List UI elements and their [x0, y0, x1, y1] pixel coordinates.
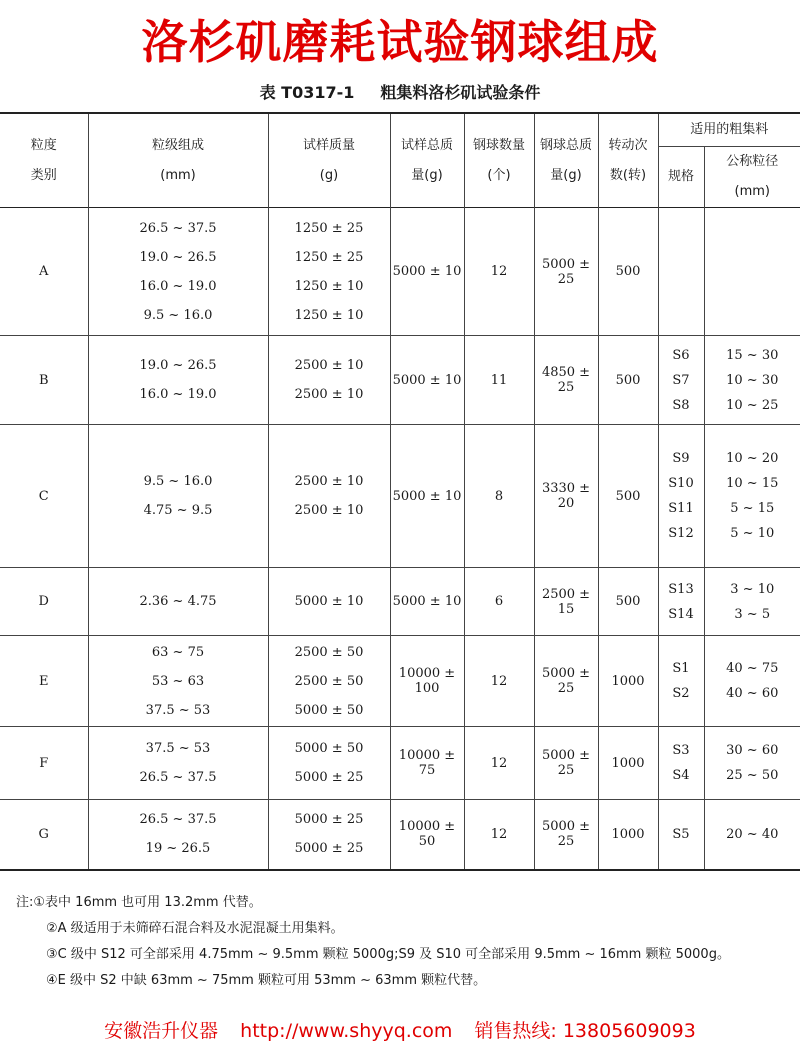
revolutions-cell: 500 [598, 208, 658, 336]
ball-count-cell: 12 [464, 800, 534, 870]
spec-cell-line: S3 [672, 743, 690, 758]
size-composition-cell [88, 336, 268, 425]
revolutions-cell: 500 [598, 568, 658, 636]
size-composition-cell-line: 37.5 ~ 53 [145, 741, 211, 756]
grade-cell: B [0, 336, 88, 425]
spec-cell [658, 568, 704, 636]
sample-mass-cell-line: 2500 ± 10 [294, 387, 364, 402]
footer-hotline: 销售热线: 13805609093 [474, 1020, 696, 1042]
sample-mass-cell-line: 5000 ± 10 [294, 594, 364, 609]
header-line: 试样总质 [400, 137, 453, 153]
grade-cell: C [0, 425, 88, 568]
table-row [0, 636, 800, 727]
spec-cell-list [659, 656, 704, 706]
footer-company: 安徽浩升仪器 [104, 1020, 219, 1042]
sample-mass-cell [268, 425, 390, 568]
spec-cell [658, 727, 704, 800]
nominal-size-cell-list [705, 822, 800, 847]
nominal-size-cell-line: 25 ~ 50 [726, 768, 779, 783]
size-composition-cell [88, 208, 268, 336]
sample-mass-cell [268, 208, 390, 336]
size-composition-cell-list [89, 214, 268, 330]
nominal-size-cell-list [705, 343, 800, 418]
header-line: 钢球数量 [472, 137, 525, 153]
grade-cell: F [0, 727, 88, 800]
header-line: (mm) [160, 167, 196, 183]
sample-mass-cell [268, 800, 390, 870]
header-line: 量(g) [411, 167, 443, 183]
table-row [0, 425, 800, 568]
sample-mass-cell-line: 2500 ± 50 [294, 673, 364, 689]
spec-cell-line: S14 [668, 606, 694, 622]
header-ball-count [464, 113, 534, 208]
total-sample-mass-cell: 5000 ± 10 [390, 336, 464, 425]
sample-mass-cell-line: 5000 ± 25 [294, 770, 364, 785]
revolutions-cell: 1000 [598, 800, 658, 870]
total-sample-mass-cell: 5000 ± 10 [390, 208, 464, 336]
size-composition-cell-line: 2.36 ~ 4.75 [139, 594, 217, 609]
note-item: ④E 级中 S2 中缺 63mm ~ 75mm 颗粒可用 53mm ~ 63mm 颗粒代替。 [46, 973, 487, 988]
size-composition-cell-line: 4.75 ~ 9.5 [143, 503, 213, 518]
size-composition-cell-list [89, 734, 268, 792]
nominal-size-cell-line: 15 ~ 30 [726, 347, 779, 363]
size-composition-cell [88, 568, 268, 636]
nominal-size-cell [704, 800, 800, 870]
nominal-size-cell-line: 10 ~ 30 [726, 372, 779, 388]
size-composition-cell-list [89, 351, 268, 409]
spec-cell-line: S6 [672, 347, 690, 363]
nominal-size-cell-line: 40 ~ 75 [726, 661, 779, 676]
header-line: 钢球总质 [539, 137, 592, 153]
grade-cell: A [0, 208, 88, 336]
grade-cell: E [0, 636, 88, 727]
total-sample-mass-cell: 5000 ± 10 [390, 568, 464, 636]
header-line: (g) [319, 167, 339, 183]
table-caption [0, 80, 800, 103]
nominal-size-cell-list [705, 738, 800, 788]
spec-cell [658, 425, 704, 568]
nominal-size-cell-line: 5 ~ 15 [730, 501, 775, 516]
size-composition-cell [88, 636, 268, 727]
nominal-size-cell [704, 568, 800, 636]
total-sample-mass-cell: 5000 ± 10 [390, 425, 464, 568]
nominal-size-cell-line: 10 ~ 20 [726, 451, 779, 466]
nominal-size-cell-line: 40 ~ 60 [726, 686, 779, 701]
sample-mass-cell-list [269, 805, 390, 863]
table-number: 表 T0317-1 [259, 83, 355, 102]
size-composition-cell-line: 9.5 ~ 16.0 [143, 307, 213, 323]
spec-cell-line: S2 [672, 686, 690, 701]
ball-total-mass-cell: 2500 ± 15 [534, 568, 598, 636]
header-grade-class [0, 113, 88, 208]
revolutions-cell: 500 [598, 425, 658, 568]
table-name: 粗集料洛杉矶试验条件 [380, 83, 541, 102]
size-composition-cell [88, 425, 268, 568]
spec-cell-line: S13 [668, 581, 694, 597]
nominal-size-cell [704, 425, 800, 568]
notes-block [16, 890, 796, 994]
size-composition-cell-line: 19.0 ~ 26.5 [139, 249, 217, 265]
table-body [0, 208, 800, 870]
header-spec [658, 147, 704, 208]
header-line: 规格 [667, 169, 694, 184]
nominal-size-cell-list [705, 446, 800, 546]
sample-mass-cell [268, 336, 390, 425]
spec-cell-line: S7 [672, 372, 690, 388]
ball-total-mass-cell: 5000 ± 25 [534, 208, 598, 336]
note-item: ②A 级适用于未筛碎石混合料及水泥混凝土用集料。 [46, 921, 344, 936]
size-composition-cell-line: 53 ~ 63 [151, 673, 205, 689]
header-revolutions [598, 113, 658, 208]
ball-total-mass-cell: 4850 ± 25 [534, 336, 598, 425]
ball-count-cell: 8 [464, 425, 534, 568]
ball-count-cell: 12 [464, 208, 534, 336]
nominal-size-cell [704, 636, 800, 727]
size-composition-cell-line: 26.5 ~ 37.5 [139, 770, 217, 785]
size-composition-cell-line: 16.0 ~ 19.0 [139, 278, 217, 294]
nominal-size-cell-list [705, 577, 800, 627]
header-total-sample-mass [390, 113, 464, 208]
spec-cell-list [659, 446, 704, 546]
revolutions-cell: 1000 [598, 727, 658, 800]
grade-cell: G [0, 800, 88, 870]
header-line: (个) [487, 167, 511, 183]
size-composition-cell-list [89, 638, 268, 725]
note-item: ③C 级中 S12 可全部采用 4.75mm ~ 9.5mm 颗粒 5000g;S9 及 S10 可全部采用 9.5mm ~ 16mm 颗粒 5000g。 [46, 947, 730, 962]
size-composition-cell [88, 800, 268, 870]
sample-mass-cell-list [269, 638, 390, 725]
spec-cell [658, 336, 704, 425]
spec-cell-line: S8 [672, 397, 690, 413]
size-composition-cell-list [89, 805, 268, 863]
table-row [0, 800, 800, 870]
spec-cell-line: S9 [672, 451, 690, 466]
total-sample-mass-cell: 10000 ± 75 [390, 727, 464, 800]
ball-count-cell: 11 [464, 336, 534, 425]
header-line: 类别 [30, 167, 57, 183]
nominal-size-cell-line: 10 ~ 15 [726, 476, 779, 491]
size-composition-cell-line: 19.0 ~ 26.5 [139, 358, 217, 373]
header-ball-total-mass [534, 113, 598, 208]
sample-mass-cell-line: 5000 ± 50 [294, 741, 364, 756]
spec-cell-line: S10 [668, 476, 694, 491]
ball-total-mass-cell: 3330 ± 20 [534, 425, 598, 568]
sample-mass-cell-line: 1250 ± 10 [294, 307, 364, 323]
sample-mass-cell-line: 5000 ± 50 [294, 702, 364, 718]
spec-cell-line: S11 [668, 501, 694, 516]
size-composition-cell-list [89, 587, 268, 616]
nominal-size-cell-line: 30 ~ 60 [726, 743, 779, 758]
sample-mass-cell [268, 568, 390, 636]
size-composition-cell-line: 26.5 ~ 37.5 [139, 220, 217, 236]
header-line: 粒级组成 [151, 137, 204, 153]
header-line: 量(g) [550, 167, 582, 183]
header-line: (mm) [734, 184, 770, 199]
grade-cell: D [0, 568, 88, 636]
ball-total-mass-cell: 5000 ± 25 [534, 636, 598, 727]
ball-count-cell: 12 [464, 636, 534, 727]
spec-cell-list [659, 577, 704, 627]
header-line: 公称粒径 [726, 154, 779, 169]
size-composition-cell-line: 26.5 ~ 37.5 [139, 812, 217, 828]
table-row [0, 208, 800, 336]
spec-cell-line: S1 [672, 661, 690, 676]
sample-mass-cell [268, 727, 390, 800]
nominal-size-cell-line: 5 ~ 10 [730, 526, 775, 541]
ball-total-mass-cell: 5000 ± 25 [534, 727, 598, 800]
note-item: 注:①表中 16mm 也可用 13.2mm 代替。 [16, 895, 262, 910]
sample-mass-cell-list [269, 467, 390, 525]
size-composition-cell-line: 19 ~ 26.5 [145, 841, 211, 857]
sample-mass-cell-line: 2500 ± 50 [294, 644, 364, 660]
sample-mass-cell-line: 1250 ± 25 [294, 220, 364, 236]
header-line: 粒度 [30, 137, 57, 153]
sample-mass-cell-list [269, 214, 390, 330]
spec-cell-line: S5 [672, 826, 690, 842]
spec-cell [658, 800, 704, 870]
nominal-size-cell-line: 10 ~ 25 [726, 397, 779, 413]
size-composition-cell-line: 63 ~ 75 [151, 644, 205, 660]
sample-mass-cell-list [269, 351, 390, 409]
nominal-size-cell-line: 3 ~ 5 [734, 606, 771, 622]
ball-count-cell: 6 [464, 568, 534, 636]
size-composition-cell-list [89, 467, 268, 525]
header-line: 转动次 [608, 137, 648, 153]
sample-mass-cell-list [269, 734, 390, 792]
total-sample-mass-cell: 10000 ± 50 [390, 800, 464, 870]
nominal-size-cell-line: 20 ~ 40 [726, 826, 779, 842]
spec-cell-list [659, 822, 704, 847]
size-composition-cell-line: 9.5 ~ 16.0 [143, 474, 213, 489]
sample-mass-cell-line: 5000 ± 25 [294, 841, 364, 857]
header-sample-mass [268, 113, 390, 208]
page-title: 洛杉矶磨耗试验钢球组成 [141, 15, 659, 69]
table-row [0, 727, 800, 800]
sample-mass-cell-line: 1250 ± 10 [294, 278, 364, 294]
header-line: 数(转) [609, 167, 647, 183]
total-sample-mass-cell: 10000 ± 100 [390, 636, 464, 727]
spec-cell-line: S12 [668, 526, 694, 541]
footer-website-link[interactable]: http://www.shyyq.com [240, 1020, 453, 1042]
sample-mass-cell-line: 2500 ± 10 [294, 503, 364, 518]
header-nominal-size [704, 147, 800, 208]
revolutions-cell: 500 [598, 336, 658, 425]
nominal-size-cell [704, 727, 800, 800]
spec-cell-list [659, 738, 704, 788]
nominal-size-cell-line: 3 ~ 10 [730, 581, 775, 597]
table-row [0, 336, 800, 425]
spec-cell [658, 636, 704, 727]
footer-contact [0, 1016, 800, 1043]
los-angeles-test-table [0, 112, 800, 871]
sample-mass-cell [268, 636, 390, 727]
sample-mass-cell-line: 5000 ± 25 [294, 812, 364, 828]
size-composition-cell-line: 16.0 ~ 19.0 [139, 387, 217, 402]
table-row [0, 568, 800, 636]
ball-total-mass-cell: 5000 ± 25 [534, 800, 598, 870]
spec-cell-list [659, 343, 704, 418]
header-line: 试样质量 [302, 137, 355, 153]
sample-mass-cell-line: 2500 ± 10 [294, 358, 364, 373]
nominal-size-cell-list [705, 656, 800, 706]
spec-cell [658, 208, 704, 336]
size-composition-cell-line: 37.5 ~ 53 [145, 702, 211, 718]
revolutions-cell: 1000 [598, 636, 658, 727]
header-size-composition [88, 113, 268, 208]
sample-mass-cell-line: 2500 ± 10 [294, 474, 364, 489]
nominal-size-cell [704, 336, 800, 425]
ball-count-cell: 12 [464, 727, 534, 800]
spec-cell-line: S4 [672, 768, 690, 783]
sample-mass-cell-list [269, 587, 390, 616]
size-composition-cell [88, 727, 268, 800]
header-applicable-aggregate: 适用的粗集料 [658, 113, 800, 147]
nominal-size-cell [704, 208, 800, 336]
sample-mass-cell-line: 1250 ± 25 [294, 249, 364, 265]
